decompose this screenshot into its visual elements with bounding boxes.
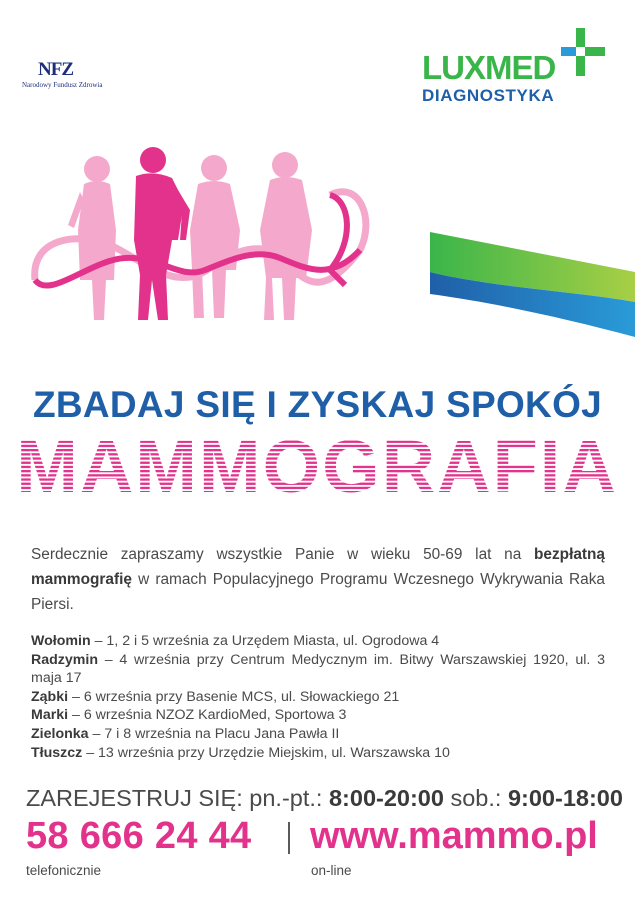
nfz-logo-mark: NFZ xyxy=(38,59,73,80)
weekday-label: pn.-pt.: xyxy=(249,785,329,811)
intro-paragraph xyxy=(31,542,605,617)
saturday-hours: 9:00-18:00 xyxy=(507,785,623,811)
intro-text: Serdecznie zapraszamy wszystkie Panie w wieku 50-69 lat na xyxy=(31,546,535,563)
title-banner xyxy=(0,428,635,500)
woman-silhouette xyxy=(190,155,240,318)
schedule-details: – 6 września NZOZ KardioMed, Sportowa 3 xyxy=(68,707,347,724)
nfz-logo-subtitle: Narodowy Fundusz Zdrowia xyxy=(22,81,103,89)
registration-hours xyxy=(26,783,623,813)
website-caption: on-line xyxy=(311,863,352,878)
schedule-city: Ząbki xyxy=(31,688,69,705)
divider xyxy=(288,822,290,854)
saturday-label: sob.: xyxy=(443,785,508,811)
woman-silhouette xyxy=(260,152,312,320)
schedule-details: – 4 września przy Centrum Medycznym im. Bitwy Warszawskiej 1920, ul. 3 maja 17 xyxy=(31,651,605,687)
luxmed-logo-subtitle: DIAGNOSTYKA xyxy=(422,86,555,105)
schedule-list xyxy=(31,632,605,762)
schedule-details: – 13 września przy Urzędzie Miejskim, ul. Warszawska 10 xyxy=(82,744,450,761)
schedule-details: – 1, 2 i 5 września za Urzędem Miasta, ul. Ogrodowa 4 xyxy=(90,633,440,649)
website-link[interactable]: www.mammo.pl xyxy=(310,815,598,857)
nfz-logo xyxy=(22,60,142,100)
luxmed-cross-icon xyxy=(561,28,611,76)
schedule-item xyxy=(31,651,605,688)
schedule-details: – 6 września przy Basenie MCS, ul. Słowackiego 21 xyxy=(68,688,400,705)
registration-label: ZAREJESTRUJ SIĘ: xyxy=(26,785,250,811)
schedule-details: – 7 i 8 września na Placu Jana Pawła II xyxy=(88,725,340,742)
woman-silhouette xyxy=(134,147,190,320)
headline: ZBADAJ SIĘ I ZYSKAJ SPOKÓJ xyxy=(32,384,603,425)
women-ribbon-illustration xyxy=(30,140,380,330)
decorative-swoosh xyxy=(430,232,635,337)
page-title: MAMMOGRAFIA xyxy=(16,428,618,500)
luxmed-logo-name: LUXMED xyxy=(422,49,556,86)
phone-number: 58 666 24 44 xyxy=(26,815,252,857)
weekday-hours: 8:00-20:00 xyxy=(328,785,444,811)
schedule-city: Marki xyxy=(31,707,69,724)
schedule-item xyxy=(31,688,605,707)
luxmed-logo xyxy=(415,28,615,108)
schedule-city: Wołomin xyxy=(31,633,91,649)
intro-text-end: w ramach Populacyjnego Programu Wczesnego Wykrywania Raka Piersi. xyxy=(31,571,605,613)
schedule-city: Zielonka xyxy=(31,725,89,742)
schedule-item xyxy=(31,632,605,651)
intro-highlight: bezpłatną mammografię xyxy=(31,546,605,588)
schedule-city: Tłuszcz xyxy=(31,744,83,761)
phone-caption: telefonicznie xyxy=(26,863,102,878)
schedule-city: Radzymin xyxy=(31,651,99,668)
schedule-item xyxy=(31,725,605,744)
schedule-item xyxy=(31,744,605,763)
schedule-item xyxy=(31,706,605,725)
